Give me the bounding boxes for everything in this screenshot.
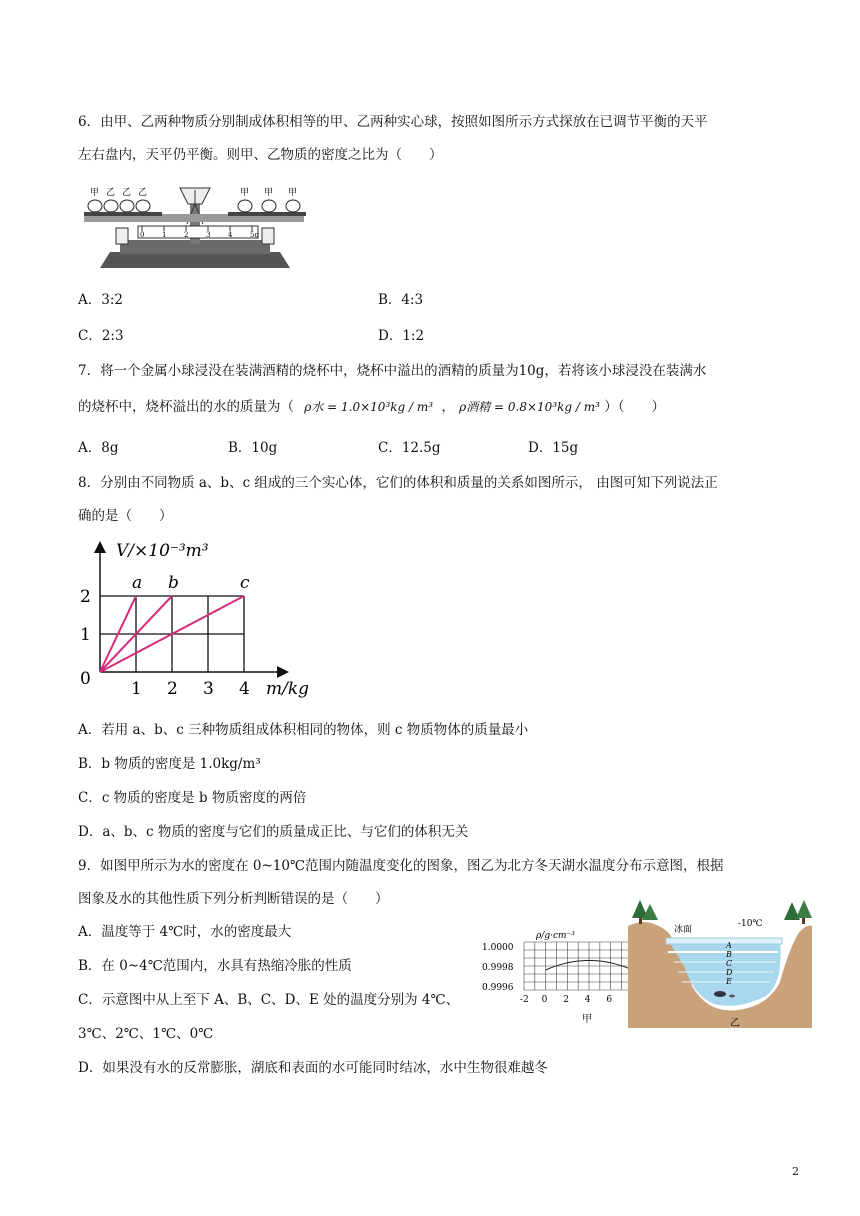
layer-label-D: D xyxy=(726,968,733,977)
right-ball-label: 甲 xyxy=(264,188,274,198)
x-tick-label: 2 xyxy=(167,679,178,699)
q8-stem-line1: 8．分别由不同物质 a、b、c 组成的三个实心体，它们的体积和质量的关系如图所示， 由图可知下列说法正 xyxy=(78,475,718,491)
jia-caption: 甲 xyxy=(582,1014,592,1024)
q9-stem-line2: 图象及水的其他性质下列分析判断错误的是（ ） xyxy=(78,891,389,907)
series-label-a: a xyxy=(132,573,143,593)
x-axis-label: m/kg xyxy=(266,679,310,699)
q6-option-a[interactable]: A．3:2 xyxy=(78,292,123,308)
q9-option-a[interactable]: A．温度等于 4℃时，水的密度最大 xyxy=(78,924,292,940)
jia-x-tick: 4 xyxy=(584,995,591,1005)
q6-option-d[interactable]: D．1:2 xyxy=(378,328,425,344)
yi-caption: 乙 xyxy=(730,1018,740,1028)
y-tick-label: 2 xyxy=(80,587,91,607)
y-axis-label: V/×10⁻³m³ xyxy=(116,541,209,561)
q6-option-b[interactable]: B．4:3 xyxy=(378,292,424,308)
layer-label-C: C xyxy=(726,959,733,968)
ruler-tick-label: 0 xyxy=(140,231,145,239)
tree-icon-right xyxy=(784,900,812,924)
left-ball-label: 乙 xyxy=(138,188,148,198)
ruler-tick-label: 1 xyxy=(162,231,167,239)
layer-label-A: A xyxy=(726,941,732,950)
layer-label-B: B xyxy=(726,950,732,959)
page-number: 2 xyxy=(792,1165,799,1178)
q7-option-a[interactable]: A．8g xyxy=(78,440,119,456)
q9-option-c-line2[interactable]: 3℃、2℃、1℃、0℃ xyxy=(78,1026,214,1042)
lake-diagram-figure xyxy=(628,896,812,1028)
balance-figure xyxy=(80,182,310,274)
jia-ylabel: ρ/g·cm⁻³ xyxy=(536,931,575,941)
jia-y-tick: 0.9996 xyxy=(482,983,514,993)
right-ball-label: 甲 xyxy=(288,188,298,198)
q7-option-d[interactable]: D．15g xyxy=(528,440,579,456)
rho-water-formula: ρ水 = 1.0×10³kg / m³ xyxy=(304,400,434,414)
q8-stem-line2: 确的是（ ） xyxy=(78,508,173,524)
jia-x-tick: -2 xyxy=(520,995,529,1005)
jia-x-tick: 2 xyxy=(563,995,569,1005)
rho-alcohol-formula: ρ酒精 = 0.8×10³kg / m³ xyxy=(459,400,600,414)
q8-option-d[interactable]: D．a、b、c 物质的密度与它们的质量成正比、与它们的体积无关 xyxy=(78,824,469,840)
layer-label-E: E xyxy=(726,977,732,986)
y-tick-label: 1 xyxy=(80,625,91,645)
q7-option-b[interactable]: B．10g xyxy=(228,440,278,456)
jia-y-tick: 0.9998 xyxy=(482,963,514,973)
q7-stem-line2: 的烧杯中，烧杯溢出的水的质量为（ ρ水 = 1.0×10³kg / m³ ， ρ酒精 = 0.8×10³kg / m³ ）（ ） xyxy=(78,399,665,415)
q8-option-b[interactable]: B．b 物质的密度是 1.0kg/m³ xyxy=(78,756,261,772)
q6-stem-line1: 6．由甲、乙两种物质分别制成体积相等的甲、乙两种实心球，按照如图所示方式探放在已调节平衡的天平 xyxy=(78,114,708,130)
volume-mass-chart xyxy=(76,536,326,704)
q6-stem-line2: 左右盘内，天平仍平衡。则甲、乙物质的密度之比为（ ） xyxy=(78,147,443,163)
q8-option-c[interactable]: C．c 物质的密度是 b 物质密度的两倍 xyxy=(78,790,307,806)
q6-option-c[interactable]: C．2:3 xyxy=(78,328,124,344)
x-tick-label: 4 xyxy=(239,679,250,699)
jia-y-tick: 1.0000 xyxy=(482,943,514,953)
left-pan-balls xyxy=(88,200,150,212)
q9-option-b[interactable]: B．在 0~4℃范围内，水具有热缩冷胀的性质 xyxy=(78,958,352,974)
right-pan-balls xyxy=(238,200,300,212)
ruler-tick-label: 4 xyxy=(228,231,233,239)
q7-stem-line1: 7．将一个金属小球浸没在装满酒精的烧杯中，烧杯中溢出的酒精的质量为10g，若将该小球浸没在装满水 xyxy=(78,363,707,379)
left-ball-label: 甲 xyxy=(90,188,100,198)
ruler-tick-label: 3 xyxy=(206,231,211,239)
origin-label: 0 xyxy=(80,669,91,689)
q7-stem-line2-start: 的烧杯中，烧杯溢出的水的质量为（ xyxy=(78,399,294,415)
jia-x-tick: 6 xyxy=(606,995,613,1005)
tree-icon-left xyxy=(632,900,658,924)
series-label-c: c xyxy=(240,573,250,593)
series-label-b: b xyxy=(168,573,179,593)
q7-option-c[interactable]: C．12.5g xyxy=(378,440,441,456)
x-tick-label: 3 xyxy=(203,679,214,699)
jia-x-tick: 0 xyxy=(541,995,548,1005)
x-tick-label: 1 xyxy=(131,679,142,699)
q9-stem-line1: 9．如图甲所示为水的密度在 0~10℃范围内随温度变化的图象，图乙为北方冬天湖水温度分布示意图，根据 xyxy=(78,858,724,874)
ruler-tick-label: 2 xyxy=(184,231,189,239)
left-ball-label: 乙 xyxy=(122,188,132,198)
q9-option-d[interactable]: D．如果没有水的反常膨胀，湖底和表面的水可能同时结冰，水中生物很难越冬 xyxy=(78,1060,548,1076)
ruler-tick-label: 5g xyxy=(250,231,259,239)
q8-option-a[interactable]: A．若用 a、b、c 三种物质组成体积相同的物体，则 c 物质物体的质量最小 xyxy=(78,722,529,738)
q9-option-c-line1[interactable]: C．示意图中从上至下 A、B、C、D、E 处的温度分别为 4℃、 xyxy=(78,992,460,1008)
left-ball-label: 乙 xyxy=(106,188,116,198)
right-ball-label: 甲 xyxy=(240,188,250,198)
air-temp-label: -10℃ xyxy=(738,919,763,929)
ice-label: 冰面 xyxy=(674,925,693,935)
q7-stem-line2-end: ）（ ） xyxy=(604,399,665,415)
